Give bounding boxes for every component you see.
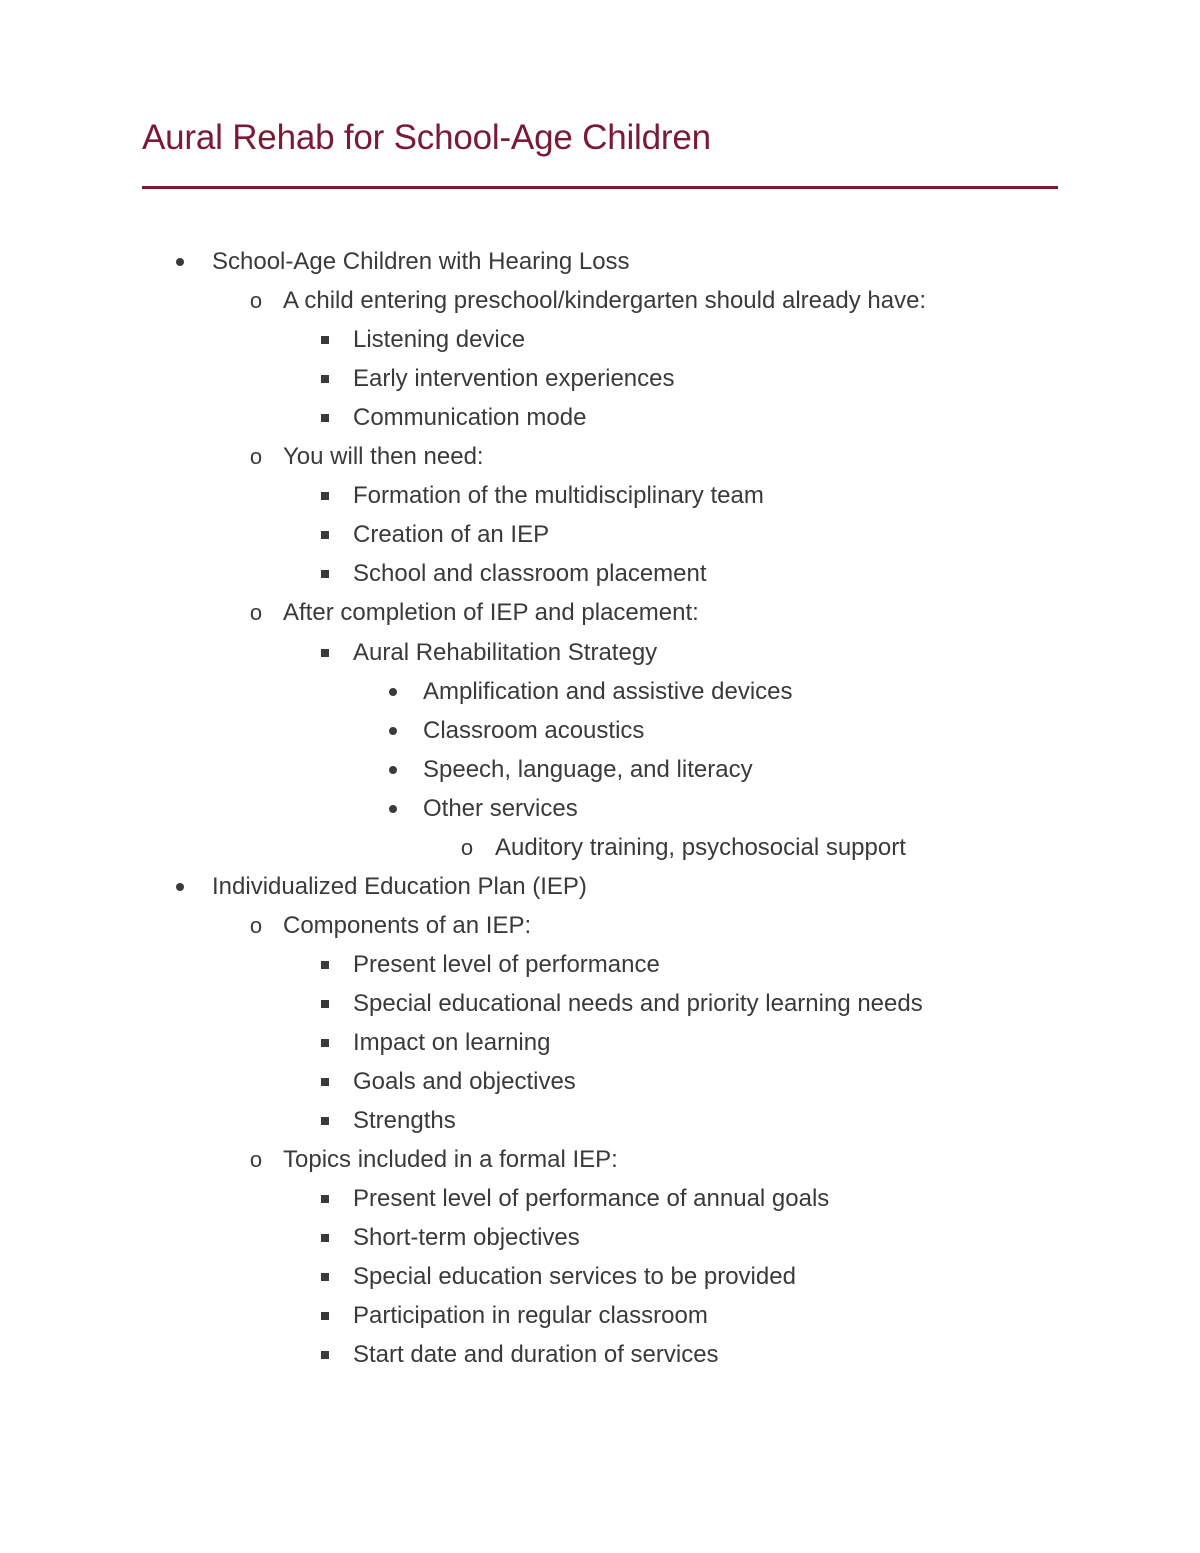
list-item-text: Strengths [353,1106,456,1134]
bullet-square-icon [321,359,329,398]
list-item-level-3 [0,1335,1200,1374]
bullet-dot-icon [389,711,397,750]
list-item-level-3 [0,1023,1200,1062]
list-item-level-3 [0,476,1200,515]
list-item-level-3 [0,945,1200,984]
list-item-level-2 [0,281,1200,320]
list-item-text: Short-term objectives [353,1223,580,1251]
bullet-square-icon [321,515,329,554]
bullet-circle-icon: o [249,287,263,313]
list-item-level-4 [0,750,1200,789]
list-item-text: Topics included in a formal IEP: [283,1145,618,1173]
bullet-dot-icon [389,789,397,828]
bullet-square-icon [321,1335,329,1374]
list-item-text: A child entering preschool/kindergarten should already have: [283,286,927,314]
list-item-text: Present level of performance of annual goals [353,1184,830,1212]
list-item-level-3 [0,1101,1200,1140]
list-item-text: Classroom acoustics [423,716,645,744]
bullet-square-icon [321,945,329,984]
list-item-level-3 [0,1179,1200,1218]
bullet-circle-icon: o [249,599,263,625]
list-item-text: Start date and duration of services [353,1340,719,1368]
list-item-level-2 [0,593,1200,632]
bullet-square-icon [321,1179,329,1218]
bullet-square-icon [321,1101,329,1140]
title-underline [142,186,1058,189]
list-item-level-3 [0,1257,1200,1296]
list-item-level-3 [0,320,1200,359]
list-item-text: After completion of IEP and placement: [283,598,699,626]
list-item-level-3 [0,398,1200,437]
bullet-dot-icon [176,867,184,906]
document-title: Aural Rehab for School-Age Children [142,118,711,157]
bullet-square-icon [321,1296,329,1335]
list-item-level-3 [0,984,1200,1023]
list-item-text: Speech, language, and literacy [423,755,753,783]
list-item-text: School-Age Children with Hearing Loss [212,247,630,275]
list-item-text: Early intervention experiences [353,364,675,392]
bullet-square-icon [321,554,329,593]
list-item-level-3 [0,554,1200,593]
list-item-text: Formation of the multidisciplinary team [353,481,764,509]
bullet-square-icon [321,1062,329,1101]
list-item-level-4 [0,711,1200,750]
list-item-level-1 [0,242,1200,281]
list-item-level-3 [0,359,1200,398]
bullet-square-icon [321,476,329,515]
bullet-dot-icon [389,750,397,789]
list-item-text: Auditory training, psychosocial support [495,833,906,861]
list-item-level-1 [0,867,1200,906]
list-item-text: Components of an IEP: [283,911,532,939]
bullet-circle-icon: o [249,443,263,469]
bullet-dot-icon [389,672,397,711]
list-item-level-3 [0,515,1200,554]
list-item-text: Other services [423,794,578,822]
bullet-dot-icon [176,242,184,281]
list-item-level-2 [0,906,1200,945]
list-item-level-3 [0,1218,1200,1257]
list-item-text: Special education services to be provided [353,1262,796,1290]
list-item-text: You will then need: [283,442,484,470]
bullet-square-icon [321,1023,329,1062]
list-item-text: Participation in regular classroom [353,1301,708,1329]
list-item-text: Individualized Education Plan (IEP) [212,872,587,900]
list-item-text: Impact on learning [353,1028,551,1056]
list-item-text: Creation of an IEP [353,520,550,548]
list-item-level-3 [0,633,1200,672]
list-item-level-5 [0,828,1200,867]
bullet-square-icon [321,984,329,1023]
list-item-level-4 [0,672,1200,711]
bullet-circle-icon: o [249,912,263,938]
bullet-square-icon [321,633,329,672]
list-item-level-2 [0,1140,1200,1179]
list-item-text: Goals and objectives [353,1067,576,1095]
list-item-text: Listening device [353,325,526,353]
bullet-square-icon [321,1257,329,1296]
list-item-level-3 [0,1296,1200,1335]
list-item-level-2 [0,437,1200,476]
bullet-square-icon [321,1218,329,1257]
bullet-square-icon [321,320,329,359]
bullet-circle-icon: o [249,1146,263,1172]
list-item-text: Present level of performance [353,950,660,978]
list-item-text: Amplification and assistive devices [423,677,793,705]
list-item-text: School and classroom placement [353,559,707,587]
list-item-text: Special educational needs and priority learning needs [353,989,923,1017]
list-item-level-4 [0,789,1200,828]
list-item-text: Aural Rehabilitation Strategy [353,638,658,666]
bullet-square-icon [321,398,329,437]
list-item-level-3 [0,1062,1200,1101]
list-item-text: Communication mode [353,403,587,431]
bullet-circle-icon: o [460,834,474,860]
